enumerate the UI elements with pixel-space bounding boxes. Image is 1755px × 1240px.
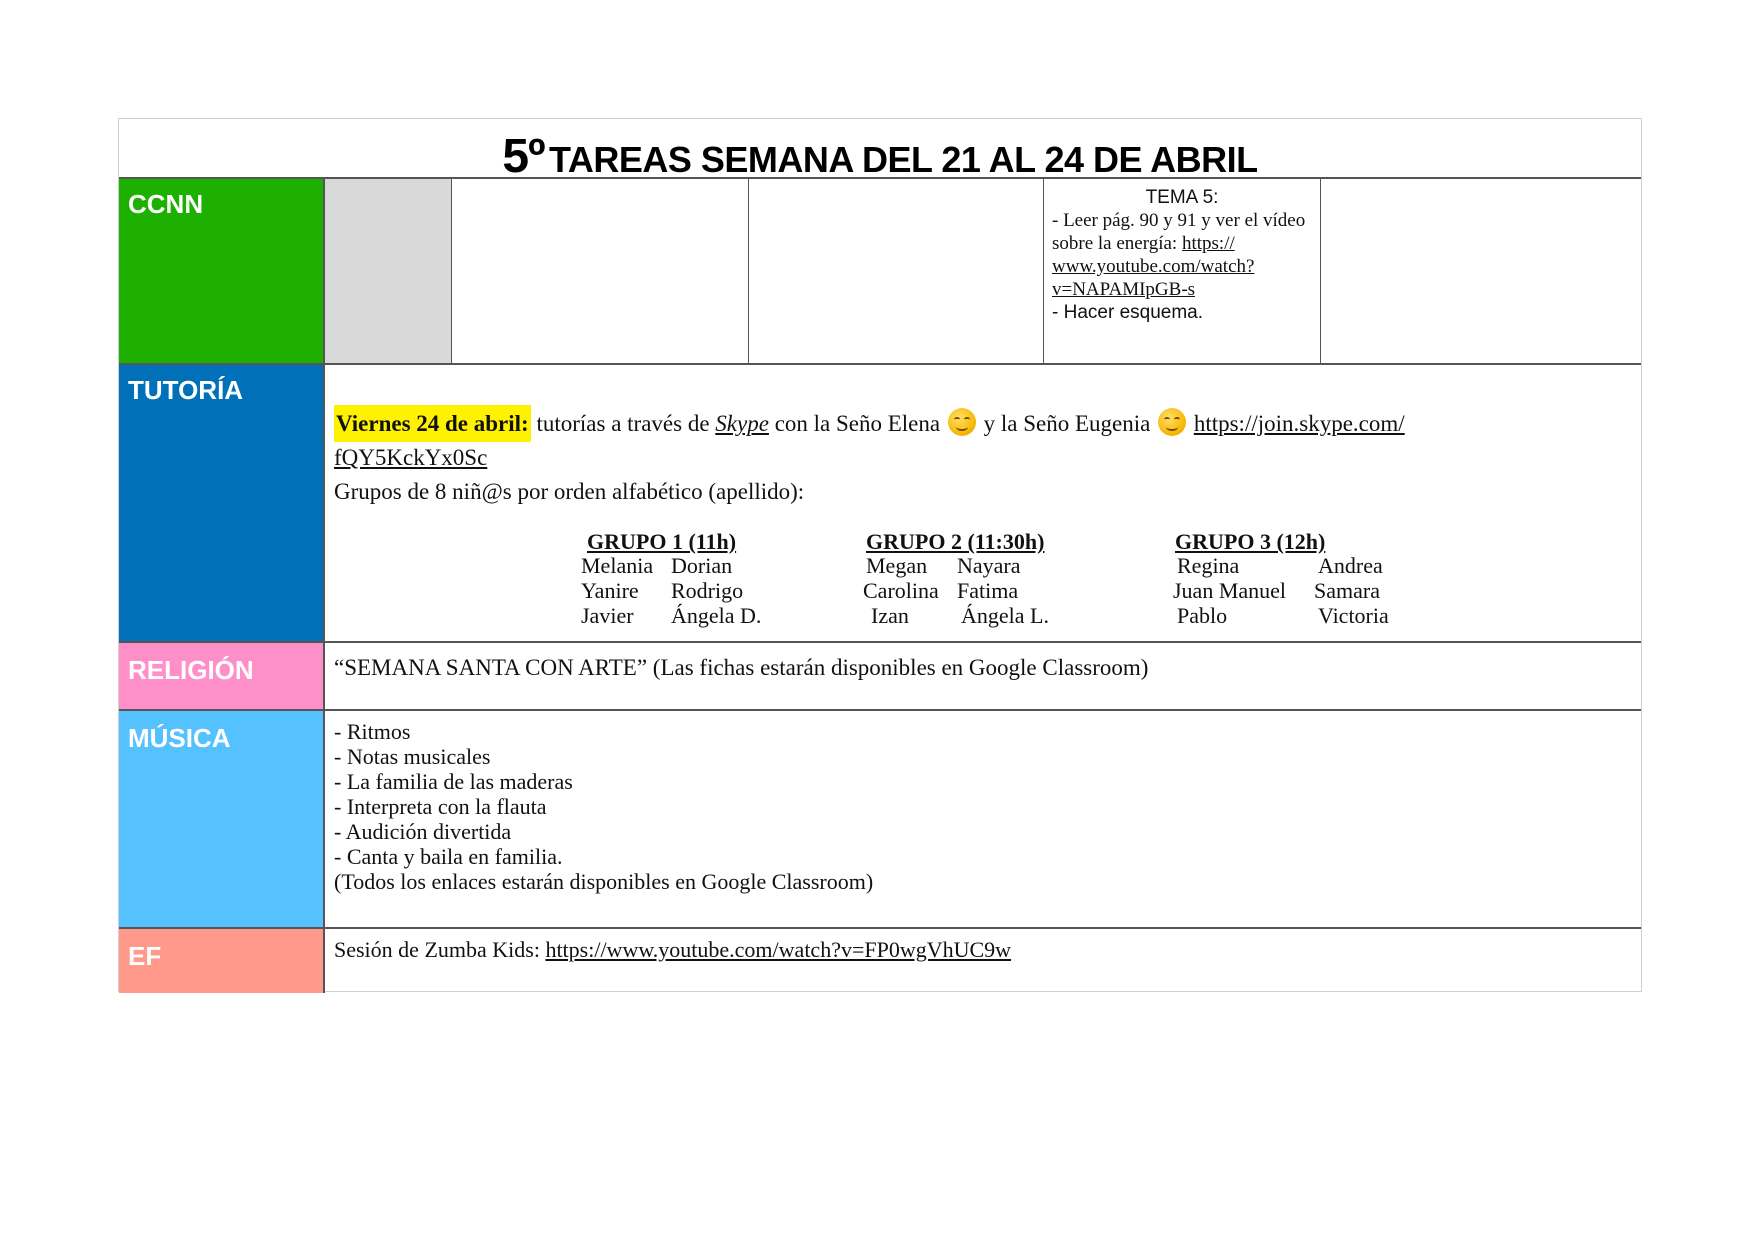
group-member: Ángela L.	[961, 603, 1049, 628]
ef-text	[334, 937, 1011, 962]
ccnn-task-text	[1044, 209, 1320, 324]
label-religion: RELIGIÓN	[119, 643, 325, 709]
musica-list	[334, 719, 873, 894]
tutoria-content	[325, 365, 1641, 641]
group-member: Dorian	[671, 553, 733, 578]
group-member: Juan Manuel	[1173, 578, 1287, 603]
schedule-table	[118, 118, 1642, 992]
row-ccnn	[119, 179, 1641, 365]
ccnn-tema: TEMA 5:	[1145, 187, 1219, 208]
ef-content	[325, 929, 1641, 993]
group-member: Rodrigo	[671, 578, 744, 603]
group-title: GRUPO 3 (12h)	[1175, 529, 1326, 554]
title-grade: 5º	[502, 130, 545, 183]
row-religion	[119, 643, 1641, 711]
label-musica: MÚSICA	[119, 711, 325, 927]
zumba-video-link[interactable]: https://www.youtube.com/watch?v=FP0wgVhUC9w	[545, 937, 1012, 962]
religion-text: “SEMANA SANTA CON ARTE” (Las fichas estarán disponibles en Google Classroom)	[334, 655, 1149, 680]
list-item: - Canta y baila en familia.	[334, 844, 563, 869]
ccnn-cell-5	[1321, 179, 1641, 363]
group-member: Samara	[1314, 578, 1380, 603]
page-title	[119, 119, 1641, 183]
group-title: GRUPO 2 (11:30h)	[866, 529, 1045, 554]
ccnn-cell-2	[452, 179, 749, 363]
label-ccnn: CCNN	[119, 179, 325, 363]
row-ef	[119, 929, 1641, 993]
list-item: - Notas musicales	[334, 744, 491, 769]
group-member: Megan	[866, 553, 928, 578]
musica-note: (Todos los enlaces estarán disponibles en Google Classroom)	[334, 869, 874, 894]
group-member: Melania	[581, 553, 654, 578]
list-item: - Ritmos	[334, 719, 411, 744]
label-tutoria: TUTORÍA	[119, 365, 325, 641]
ccnn-content	[325, 179, 1641, 363]
row-musica	[119, 711, 1641, 929]
row-tutoria	[119, 365, 1641, 643]
tutoria-text	[334, 407, 1494, 509]
tutoria-text3: y la Seño Eugenia	[977, 411, 1157, 436]
label-ef: EF	[119, 929, 325, 993]
title-text: TAREAS SEMANA DEL 21 AL 24 DE ABRIL	[549, 139, 1258, 180]
religion-content	[325, 643, 1641, 709]
group-member: Pablo	[1177, 603, 1228, 628]
skype-join-link[interactable]: https://join.skype.com/ fQY5KckYx0Sc	[334, 411, 1405, 470]
group-member: Regina	[1177, 553, 1240, 578]
smiling-face-icon	[1158, 408, 1186, 436]
skype-link-text[interactable]: Skype	[715, 411, 769, 436]
group-member: Nayara	[957, 553, 1021, 578]
ccnn-line2: - Hacer esquema.	[1052, 302, 1204, 323]
ccnn-cell-grey	[325, 179, 452, 363]
list-item: - Interpreta con la flauta	[334, 794, 547, 819]
group-member: Ángela D.	[671, 603, 762, 628]
musica-content	[325, 711, 1641, 927]
ef-prefix: Sesión de Zumba Kids:	[334, 937, 546, 962]
tutoria-text2: con la Seño Elena	[768, 411, 946, 436]
ccnn-cell-3	[749, 179, 1044, 363]
group-member: Izan	[871, 603, 909, 628]
group-member: Javier	[581, 603, 634, 628]
list-item: - Audición divertida	[334, 819, 512, 844]
list-item: - La familia de las maderas	[334, 769, 573, 794]
group-member: Fatima	[957, 578, 1019, 603]
tutoria-date-highlight: Viernes 24 de abril:	[334, 405, 531, 442]
ccnn-line1: - Leer pág. 90 y 91 y ver el vídeo sobre la energía:	[1052, 210, 1306, 254]
ccnn-video-link[interactable]: https:// www.youtube.com/watch? v=NAPAMIpGB-s	[1052, 233, 1255, 300]
group-member: Yanire	[581, 578, 639, 603]
smiling-face-icon	[948, 408, 976, 436]
group-member: Andrea	[1318, 553, 1383, 578]
group-title: GRUPO 1 (11h)	[587, 529, 737, 554]
group-member: Carolina	[863, 578, 939, 603]
ccnn-cell-task	[1044, 179, 1321, 363]
group-member: Victoria	[1318, 603, 1389, 628]
tutoria-text1: tutorías a través de	[530, 411, 716, 436]
groups-intro: Grupos de 8 niñ@s por orden alfabético (apellido):	[334, 479, 805, 504]
